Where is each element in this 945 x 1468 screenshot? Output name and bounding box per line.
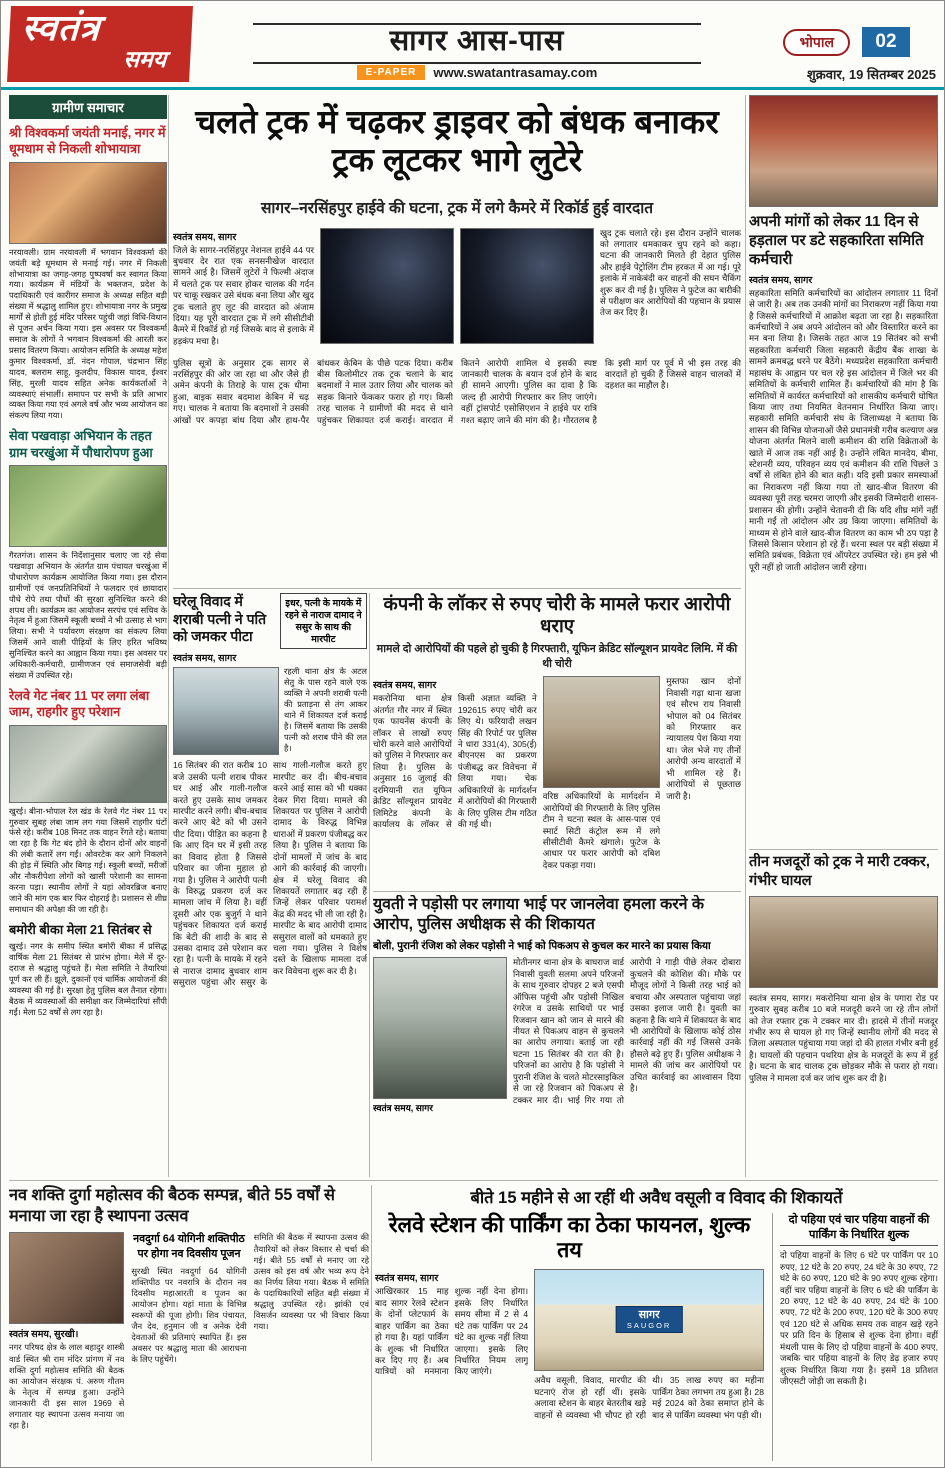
article-body: सहकारिता समिति कर्मचारियों का आंदोलन लगातार 11 दिनों से जारी है। अब तक उनकी मांगों का निराकरण नहीं किया गया है जिससे कर्मचारियों में आक्रोश बढ़ता जा रहा है। सहकारिता कर्मचारियों ने अब अपने आंदोलन को और विस्तारित करने का मन बना लिया है। जिसके तहत आज 19 सितंबर को सभी सहकारिता कर्मचारी जिला सहकारी केंद्रीय बैंक शाखा के सामने क्रमबद्ध धरने पर बैठेंगे। मध्यप्रदेश सहकारिता कर्मचारी महासंघ के आह्वान पर चल रहे इस आंदोलन में जिले भर की समितियों के कर्मचारी शामिल हैं। कर्मचारियों की मांग है कि समितियों में कार्यरत कर्मचारियों को शासकीय कर्मचारी घोषित किया जाए तथा नियमित वेतनमान निर्धारित किया जाए। सहकारी समिति कर्मचारी संघ के जिलाध्यक्ष ने बताया कि शासन की विभिन्न योजनाओं जैसे प्रधानमंत्री गरीब कल्याण अन्न योजना अंतर्गत मिलने वाली कमीशन की राशि विक्रेताओं के खाते में आज तक नहीं आई है। उन्होंने लंबित मानदेय, बीमा, स्टेशनरी व्यय, परिवहन व्यय एवं कमीशन की राशि पिछले 3 वर्षों से लंबित होने की बात कही। यदि इसी प्रकार समस्याओं का निराकरण नहीं किया गया तो खाद-बीज वितरण की व्यवस्था पूरी तरह चरमरा जाएगी और इसकी जिम्मेदारी शासन-प्रशासन की होगी। उन्होंने चेतावनी दी कि यदि शीघ्र मांगें नहीं मानी गईं तो आंदोलन और उग्र किया जाएगा। समितियों के माध्यम से होने वाले खाद-बीज वितरण का काम भी ठप पड़ा है जिससे किसान परेशान हो रहे हैं। धरना स्थल पर बड़ी संख्या में समिति प्रबंधक, विक्रेता एवं ऑपरेटर उपस्थित रहे। हम इसे भी पूरी नहीं हो जाती आंदोलन जारी रहेगा।	[749, 287, 938, 572]
durga-headline: नव शक्ति दुर्गा महोत्सव की बैठक सम्पन्न, बीते 55 वर्षों से मनाया जा रहा है स्थापना उत्सव	[9, 1186, 335, 1225]
parking-rates-box	[772, 1213, 938, 1461]
station-sign-english: SAUGOR	[626, 1320, 672, 1330]
logo-line-1: स्वतंत्र	[20, 7, 102, 48]
laborers-accident-story	[749, 853, 938, 1177]
complainant-family-photo	[373, 957, 507, 1099]
edition-date: शुक्रवार, 19 सितम्बर 2025	[806, 67, 936, 82]
byline: स्वतंत्र समय, सागर	[373, 680, 437, 692]
section-divider	[749, 849, 938, 850]
article-body: नगर परिषद क्षेत्र के लाल बहादुर शास्त्री वार्ड स्थित श्री राम मंदिर प्रांगण में नव शक्ति दुर्गा महोत्सव समिति की बैठक का आयोजन संरक्षक पं. अरुण गौतम के नेतृत्व में सम्पन्न हुआ। उन्होंने जानकारी दी इस साल 1969 से लगातार यह स्थापना उत्सव मनाया जा रहा है।	[9, 1342, 125, 1430]
laborers-headline: तीन मजदूरों को ट्रक ने मारी टक्कर, गंभीर घायल	[749, 854, 930, 889]
strike-headline: अपनी मांगों को लेकर 11 दिन से हड़ताल पर डटे सहकारिता समिति कर्मचारी	[749, 214, 924, 269]
lead-subhead: सागर–नरसिंहपुर हाईवे की घटना, ट्रक में लगे कैमरे में रिकॉर्ड हुई वारदात	[260, 199, 654, 217]
byline: स्वतंत्र समय, सागर	[173, 653, 237, 665]
byline: स्वतंत्र समय, सागर	[375, 1273, 439, 1285]
parking-photo-col	[534, 1269, 764, 1461]
lead-text-col-4	[600, 228, 741, 350]
traffic-jam-photo	[9, 725, 167, 803]
section-divider	[9, 1180, 938, 1181]
durga-col-2	[131, 1232, 246, 1430]
lead-story	[173, 95, 741, 585]
lead-headline: चलते ट्रक में चढ़कर ड्राइवर को बंधक बनाकर ट्रक लूटकर भागे लुटेरे	[195, 103, 719, 179]
article-body: मोतीनगर थाना क्षेत्र के बाघराज वार्ड निवासी युवती सलमा अपने परिजनों के साथ गुरुवार दोपहर 2 बजे एसपी ऑफिस पहुंची और पड़ोसी निखिल रंगरेज व उसके साथियों पर भाई रिजवान खान को जान से मारने की नीयत से पिकअप वाहन से कुचलने का आरोप लगाया। बताई जा रही घटना 15 सितंबर की रात की है। परिजनों का आरोप है कि पड़ोसी ने पुरानी रंजिश के चलते मोटरसाइकिल से जा रहे रिजवान को पिकअप से टक्कर मार दी। भाई गिर गया तो आरोपी ने गाड़ी पीछे लेकर दोबारा कुचलने की कोशिश की। मौके पर मौजूद लोगों ने किसी तरह भाई को बचाया और अस्पताल पहुंचाया जहां उसका इलाज जारी है। युवती का कहना है कि थाने में शिकायत के बाद भी आरोपियों के खिलाफ कोई ठोस कार्रवाई नहीं की गई जिससे उनके हौसले बढ़े हुए हैं। पुलिस अधीक्षक ने मामले की जांच कर आरोपियों पर उचित कार्रवाई का आश्वासन दिया है।	[513, 957, 741, 1105]
durga-col-1	[9, 1232, 124, 1430]
page-number: 02	[862, 27, 910, 57]
accused-arrest-photo	[543, 676, 660, 788]
article-body: सुरखी स्थित नवदुर्गा 64 योगिनी शक्तिपीठ पर नवरात्रि के दौरान नव दिवसीय महाआरती व पूजन का आयोजन होगा। यहां माता के विभिन्न स्वरूपों की पूजा होगी। शिव पंचायत, जैन देव, हनुमान जी व अनेक देवी देवताओं की प्रतिमाएं स्थापित हैं। इस अवसर पर श्रद्धालु माता की आराधना के लिए पहुंचेंगे।	[131, 1265, 247, 1364]
byline: स्वतंत्र समय, सागर	[749, 274, 813, 286]
strike-dharna-photo	[749, 95, 938, 207]
article-body: मुस्तफा खान दोनों निवासी गढ़ा थाना खजा एवं सौरभ राय निवासी भोपाल को 04 सितंबर को गिरफ्तार कर न्यायालय पेश किया गया था। जेल भेजे गए तीनों आरोपी अन्य वारदातों में भी शामिल रहे हैं। आरोपियों से पूछताछ जारी है।	[666, 676, 741, 801]
article-body: मकरोनिया थाना क्षेत्र अंतर्गत गौर नगर में स्थित एक फायनेंस कंपनी के लॉकर से लाखों रुपए चोरी करने वाले आरोपियों को पुलिस ने गिरफ्तार कर लिया है। पुलिस के अनुसार 16 जुलाई की दरमियानी रात यूफिन क्रेडिट सॉल्यूशन प्रायवेट लिमिटेड कंपनी के कार्यालय के लॉकर से किसी अज्ञात व्यक्ति ने 192615 रुपए चोरी कर लिए थे। फरियादी लखन सिंह की रिपोर्ट पर पुलिस ने धारा 331(4), 305(ई) बीएनएस का प्रकरण पंजीबद्ध कर विवेचना में लिया गया। चेक अधिकारियों के मार्गदर्शन में आरोपियों की गिरफ्तारी के लिए पुलिस टीम गठित की गई थी।	[373, 693, 537, 830]
domestic-dispute-story	[173, 593, 367, 1177]
wife-story-middle	[173, 667, 367, 755]
section-title: सागर आस-पास	[389, 25, 565, 57]
column-rule	[168, 95, 169, 1177]
parking-main-row	[375, 1213, 938, 1461]
masthead	[1, 1, 945, 87]
byline: स्वतंत्र समय, सागर	[173, 231, 237, 243]
masthead-divider	[1, 87, 945, 90]
wife-story-headline: घरेलू विवाद में शराबी पत्नी ने पति को जमकर पीटा	[173, 593, 267, 644]
epaper-badge[interactable]: E-PAPER	[357, 65, 426, 80]
article-body: समिति की बैठक में स्थापना उत्सव की तैयारियों को लेकर विस्तार से चर्चा की गई। बीते 55 वर्षों से मनाए जा रहे उत्सव को इस वर्ष और भव्य रूप देने का निर्णय लिया गया। बैठक में समिति के पदाधिकारियों सहित बड़ी संख्या में श्रद्धालु उपस्थित रहे। झांकी एवं विसर्जन व्यवस्था पर भी विचार किया गया।	[253, 1232, 369, 1331]
article-body: गैरतगंज। शासन के निर्देशानुसार चलाए जा रहे सेवा पखवाड़ा अभियान के अंतर्गत ग्राम पंचायत चरखुंआ में पौधारोपण कार्यक्रम आयोजित किया गया। इस दौरान ग्रामीणों एवं जनप्रतिनिधियों ने फलदार एवं छायादार पौधे रोपे तथा पौधों की सुरक्षा सुनिश्चित करने की शपथ ली। कार्यक्रम का आयोजन सरपंच एवं सचिव के नेतृत्व में हुआ जिसमें स्कूली बच्चों ने भी उत्साह से भाग लिया। सभी ने पर्यावरण संरक्षण का संकल्प लिया जिसमें आने वाली पीढ़ियों के लिए हरित भविष्य सुनिश्चित करने का आह्वान किया गया। इस अवसर पर अधिकारी-कर्मचारी, ग्रामीणजन एवं समाजसेवी बड़ी संख्या में उपस्थित रहे।	[9, 551, 167, 680]
neighbor-attack-story	[373, 895, 741, 1177]
lead-text-col-1	[173, 228, 314, 350]
cctv-still-photo-1	[320, 228, 454, 344]
headline-bamori-mela: बमोरी बीका मेला 21 सितंबर से	[9, 921, 152, 937]
article-body: आखिरकार 15 माह बाद सागर रेलवे स्टेशन के दोनों प्लेटफार्म के बाहर पार्किंग का ठेका हो गया है। यहां पार्किंग के शुल्क भी निर्धारित कर दिए गए हैं। अब यात्रियों को मनमाना शुल्क नहीं देना होगा। इसके लिए निर्धारित समय सीमा में 2 से 4 घंटे तक पार्किंग पर 24 घंटे का शुल्क नहीं लिया जाएगा। इसके लिए निर्धारित नियम लागू किए जाएंगे।	[375, 1286, 529, 1377]
newspaper-logo	[7, 6, 193, 82]
locker-text-col	[373, 676, 537, 889]
article-body: 16 सितंबर की रात करीब 10 बजे उसकी पत्नी शराब पीकर घर आई और गाली-गलौज करते हुए उसके साथ जमकर मारपीट करने लगी। बीच-बचाव करने आए बेटे को भी उसने पीट दिया। पीड़ित का कहना है कि आए दिन घर में इसी तरह का विवाद होता है जिससे परिवार का जीना मुहाल हो गया है। पुलिस ने आरोपी पत्नी के विरुद्ध प्रकरण दर्ज कर मामला जांच में लिया है। वहीं दूसरी ओर एक बुजुर्ग ने थाने पहुंचकर शिकायत दर्ज कराई कि बेटी की शादी के बाद से उसका दामाद उसे परेशान कर रहा है। पत्नी के मायके में रहने से नाराज दामाद बुधवार शाम ससुराल पहुंचा और ससुर के साथ गाली-गलौज करते हुए मारपीट कर दी। बीच-बचाव करने आई सास को भी धक्का देकर गिरा दिया। मामले की शिकायत पर पुलिस ने आरोपी दामाद के विरुद्ध विभिन्न धाराओं में प्रकरण पंजीबद्ध कर लिया है। पुलिस ने बताया कि दोनों मामलों में जांच के बाद आगे की कार्रवाई की जाएगी। क्षेत्र में घरेलू विवाद की शिकायतें लगातार बढ़ रही हैं जिन्हें लेकर परिवार परामर्श केंद्र की मदद भी ली जा रही है। मारपीट के बाद आरोपी दामाद ससुराल वालों को धमकाते हुए चला गया। पुलिस ने विशेष दस्ते के खिलाफ मामला दर्ज कर विवेचना शुरू कर दी है।	[173, 760, 367, 988]
article-body: रहली थाना क्षेत्र के अटल सेतु के पास रहने वाले एक व्यक्ति ने अपनी शराबी पत्नी की प्रताड़ना से तंग आकर थाने में शिकायत दर्ज कराई है। जिसमें बताया कि उसकी पत्नी को शराब पीने की लत है।	[284, 667, 367, 753]
cooperative-strike-story	[749, 95, 938, 847]
durga-columns	[9, 1232, 369, 1430]
police-station-photo	[173, 667, 279, 755]
neighbor-columns	[373, 957, 741, 1157]
wife-story-deck-box: इधर, पत्नी के मायके में रहने से नाराज दामाद ने ससुर के साथ की मारपीट	[280, 593, 367, 649]
headline-row	[173, 593, 367, 649]
headline-railway-gate-jam: रेलवे गेट नंबर 11 पर लगा लंबा जाम, राहगीर हुए परेशान	[9, 687, 150, 720]
committee-meeting-photo	[9, 1232, 124, 1324]
section-divider	[373, 891, 741, 892]
epaper-row	[253, 65, 701, 80]
durga-festival-story	[9, 1185, 369, 1461]
locker-theft-story	[373, 593, 741, 889]
section-masthead	[253, 23, 701, 64]
station-sign	[616, 1306, 683, 1332]
rural-news-column	[9, 95, 167, 1177]
rates-body: दो पहिया वाहनों के लिए 6 घंटे पर पार्किंग पर 10 रुपए, 12 घंटे के 20 रुपए, 24 घंटे के 30 रुपए, 72 घंटे के 60 रुपए, 120 घंटे के 90 रुपए शुल्क रहेगा। वहीं चार पहिया वाहनों के लिए 6 घंटे की पार्किंग के 20 रुपए, 12 घंटे के 40 रुपए, 24 घंटे के 100 रुपए, 72 घंटे के 200 रुपए, 120 घंटे के 300 रुपए एवं 120 घंटे से अधिक समय तक वाहन खड़े रहने पर प्रति दिन के हिसाब से शुल्क देना होगा। वहीं मंथली पास के लिए दो पहिया वाहनों के 400 रुपए, जबकि चार पहिया वाहनों के लिए डेढ़ हजार रुपए शुल्क निर्धारित किया गया है। इसमें 18 प्रतिशत जीएसटी जोड़ी जा सकती है।	[780, 1250, 938, 1386]
article-body: स्वतंत्र समय, सागर। मकरोनिया थाना क्षेत्र के पगारा रोड पर गुरुवार सुबह करीब 10 बजे मजदूरी करने जा रहे तीन लोगों को तेज रफ्तार ट्रक ने टक्कर मार दी। हादसे में तीनों मजदूर गंभीर रूप से घायल हो गए जिन्हें स्थानीय लोगों की मदद से जिला अस्पताल पहुंचाया गया जहां दो की हालत गंभीर बनी हुई है। घायलों की पहचान पथरिया क्षेत्र के मजदूरों के रूप में हुई है। घटना के बाद चालक ट्रक छोड़कर मौके से फरार हो गया। पुलिस ने मामला दर्ज कर जांच शुरू कर दी है।	[749, 992, 938, 1083]
edition-badge: भोपाल	[783, 29, 850, 56]
parking-left-part	[375, 1213, 764, 1461]
article-body: जिले के सागर-नरसिंहपुर नेशनल हाईवे 44 पर बुधवार देर रात एक सनसनीखेज वारदात सामने आई है। जिसमें लुटेरों ने फिल्मी अंदाज में चलते ट्रक पर सवार होकर चालक की गर्दन पर चाकू रखकर उसे बंधक बना लिया और खुद ट्रक चलाते हुए लूट की वारदात को अंजाम दिया। यह पूरी वारदात ट्रक में लगे सीसीटीवी कैमरे में रिकॉर्ड हो गई जिसके बाद से इलाके में हड़कंप मचा है।	[173, 244, 314, 346]
parking-content	[375, 1269, 764, 1461]
logo-line-2: समय	[122, 46, 167, 72]
lead-middle-row	[173, 228, 741, 350]
cctv-still-photo-2	[460, 228, 594, 344]
neighbor-photo-col	[373, 957, 507, 1157]
parking-kicker: बीते 15 महीने से आ रहीं थी अवैध वसूली व विवाद की शिकायतें	[470, 1189, 843, 1207]
parking-headline: रेलवे स्टेशन की पार्किंग का ठेका फायनल, शुल्क तय	[388, 1213, 751, 1262]
article-body: खुद ट्रक चलाते रहे। इस दौरान उन्होंने चालक को लगातार धमकाकर चुप रहने को कहा। घटना की जानकारी मिलते ही देहात पुलिस और हाईवे पेट्रोलिंग टीम हरकत में आ गई। पूरे इलाके में नाकेबंदी कर वाहनों की सघन चैकिंग शुरू कर दी गई है। पुलिस ने फुटेज का बारीकी से परीक्षण कर आरोपियों की पहचान के प्रयास तेज कर दिए हैं।	[600, 227, 741, 318]
locker-headline: कंपनी के लॉकर से रुपए चोरी के मामले फरार आरोपी धराए	[383, 593, 731, 637]
locker-photo-col	[543, 676, 660, 889]
rates-header: दो पहिया एवं चार पहिया वाहनों की पार्किंग के निर्धारित शुल्क	[780, 1213, 938, 1246]
procession-photo	[9, 162, 167, 244]
headline-vishwakarma-jayanti: श्री विश्वकर्मा जयंती मनाई, नगर में धूमधाम से निकली शोभायात्रा	[9, 125, 166, 157]
headline-plantation: सेवा पखवाड़ा अभियान के तहत ग्राम चरखुंआ में पौधारोपण हुआ	[9, 428, 153, 460]
durga-subhead: नवदुर्गा 64 योगिनी शक्तिपीठ पर होगा नव दिवसीय पूजन	[133, 1233, 245, 1261]
neighbor-subhead: बोली, पुरानी रंजिश को लेकर पड़ोसी ने भाई को पिकअप से कुचल कर मारने का प्रयास किया	[373, 941, 711, 953]
neighbor-headline: युवती ने पड़ोसी पर लगाया भाई पर जानलेवा हमला करने के आरोप, पुलिस अधीक्षक से की शिकायत	[373, 896, 705, 934]
article-body: खुरई। नगर के समीप स्थित बमोरी बीका में प्रसिद्ध वार्षिक मेला 21 सितंबर से प्रारंभ होगा। मेले में दूर-दराज से श्रद्धालु पहुंचते हैं। मेला समिति ने तैयारियां पूर्ण कर ली हैं। झूले, दुकानों एवं धार्मिक आयोजनों की व्यवस्था की गई है। सुरक्षा हेतु पुलिस बल तैनात रहेगा। बैठक में व्यवस्थाओं की समीक्षा कर जिम्मेदारियां सौंपी गईं। मेला 52 वर्षों से लग रहा है।	[9, 942, 167, 1017]
column-rule	[745, 95, 746, 1177]
plantation-photo	[9, 465, 167, 547]
article-body: नरयावली। ग्राम नरयावली में भगवान विश्वकर्मा की जयंती बड़े धूमधाम से मनाई गई। नगर में निकली शोभायात्रा का जगह-जगह पुष्पवर्षा कर स्वागत किया गया। कार्यक्रम में मंडियों के भक्तजन, प्रदेश के पदाधिकारी एवं कारीगर समाज के अध्यक्ष सहित बड़ी संख्या में श्रद्धालु शामिल हुए। शोभायात्रा नगर के प्रमुख मार्गों से होती हुई मंदिर परिसर पहुंची जहां विधि-विधान से पूजन अर्चन किया गया। इस अवसर पर विश्वकर्मा समाज के लोगों ने भगवान विश्वकर्मा की आरती कर प्रसाद वितरण किया। आयोजन समिति के अध्यक्ष महेश कुमार विश्वकर्मा, डॉ. नंदन गोपाल, चंद्रभान सिंह यादव, बलराम साहू, कुलदीप, विकास यादव, ईश्वर सिंह, मुरली यादव सहित अनेक कार्यकर्ताओं ने व्यवस्थाएं संभालीं। समापन पर सभी के प्रति आभार व्यक्त किया गया एवं अगले वर्ष और भव्य आयोजन का संकल्प लिया गया।	[9, 247, 167, 421]
rural-news-header: ग्रामीण समाचार	[9, 95, 167, 119]
sagar-station-photo	[534, 1269, 764, 1371]
byline: स्वतंत्र समय, सुरखी।	[9, 1329, 79, 1341]
railway-parking-story	[375, 1185, 938, 1461]
locker-subhead: मामले दो आरोपियों की पहले हो चुकी है गिरफ्तारी, यूफिन क्रेडिट सॉल्यूशन प्रायवेट लिमि. में की थी चोरी	[376, 643, 738, 671]
station-sign-hindi: सागर	[638, 1309, 660, 1322]
column-rule	[371, 1185, 372, 1461]
article-body: वरिष्ठ अधिकारियों के मार्गदर्शन में आरोपियों की गिरफ्तारी के लिए पुलिस टीम ने घटना स्थल के आस-पास एवं स्मार्ट सिटी कंट्रोल रूम में लगे सीसीटीवी कैमरे खंगाले। फुटेज के आधार पर फरार आरोपी को दबिश देकर पकड़ा गया।	[542, 791, 661, 870]
durga-col-3	[254, 1232, 369, 1430]
photo-caption: स्वतंत्र समय, सागर	[373, 1103, 433, 1114]
website-link[interactable]: www.swatantrasamay.com	[433, 65, 598, 80]
article-body: खुरई। बीना-भोपाल रेल खंड के रेलवे गेट नंबर 11 पर गुरुवार सुबह लंबा जाम लग गया जिसमें राहगीर घंटों फंसे रहे। करीब 108 मिनट तक वाहन रेंगते रहे। बताया जा रहा है कि गेट बंद होने के दौरान दोनों ओर वाहनों की लंबी कतारें लग गईं। ओवरटेक कर आगे निकलने की होड़ में स्थिति और बिगड़ गई। स्कूली बच्चों, मरीजों और नौकरीपेशा लोगों को खासी परेशानी का सामना करना पड़ा। स्थानीय लोगों ने यहां ओवरब्रिज बनाए जाने की मांग एक बार फिर दोहराई है। प्रशासन से शीघ्र समाधान की अपेक्षा की जा रही है।	[9, 806, 167, 914]
parking-text-col	[375, 1269, 528, 1461]
article-body: अवैध वसूली, विवाद, मारपीट की घटनाएं रोज हो रहीं थीं। इसके अलावा स्टेशन के बाहर बेतरतीब खड़े वाहनों से व्यवस्था भी चौपट हो रही थी। 35 लाख रुपए का महीना पार्किंग ठेका लगभग तय हुआ है। 28 मई 2024 को ठेका समाप्त होने के बाद से पार्किंग व्यवस्था भंग पड़ी थी।	[534, 1375, 764, 1420]
locker-right-col	[666, 676, 741, 889]
locker-columns	[373, 676, 741, 889]
column-rule	[369, 593, 370, 1177]
accident-spot-photo	[749, 896, 938, 988]
article-body: पुलिस सूत्रों के अनुसार ट्रक सागर से नरसिंहपुर की ओर जा रहा था और जैसे ही अमेन कंपनी के तिराहे के पास ट्रक धीमा हुआ, बाइक सवार बदमाश केबिन में चढ़ गए। चालक ने बताया कि बदमाशों ने उसकी आंखों पर कपड़ा बांध दिया और हाथ-पैर बांधकर केबिन के पीछे पटक दिया। करीब बीस किलोमीटर तक ट्रक चलाने के बाद बदमाशों ने माल उतार लिया और चालक को सड़क किनारे फेंककर फरार हो गए। किसी तरह चालक ने ग्रामीणों की मदद से थाने पहुंचकर शिकायत दर्ज कराई। वारदात में कितने आरोपी शामिल थे इसकी स्पष्ट जानकारी चालक के बयान दर्ज होने के बाद ही सामने आएगी। पुलिस का दावा है कि जल्द ही आरोपी गिरफ्तार कर लिए जाएंगे। वहीं ट्रांसपोर्ट एसोसिएशन ने हाईवे पर रात्रि गश्त बढ़ाए जाने की मांग की है। गौरतलब है कि इसी मार्ग पर पूर्व में भी इस तरह की वारदातें हो चुकी हैं जिससे वाहन चालकों में दहशत का माहौल है।	[173, 357, 741, 425]
section-divider	[173, 588, 741, 589]
